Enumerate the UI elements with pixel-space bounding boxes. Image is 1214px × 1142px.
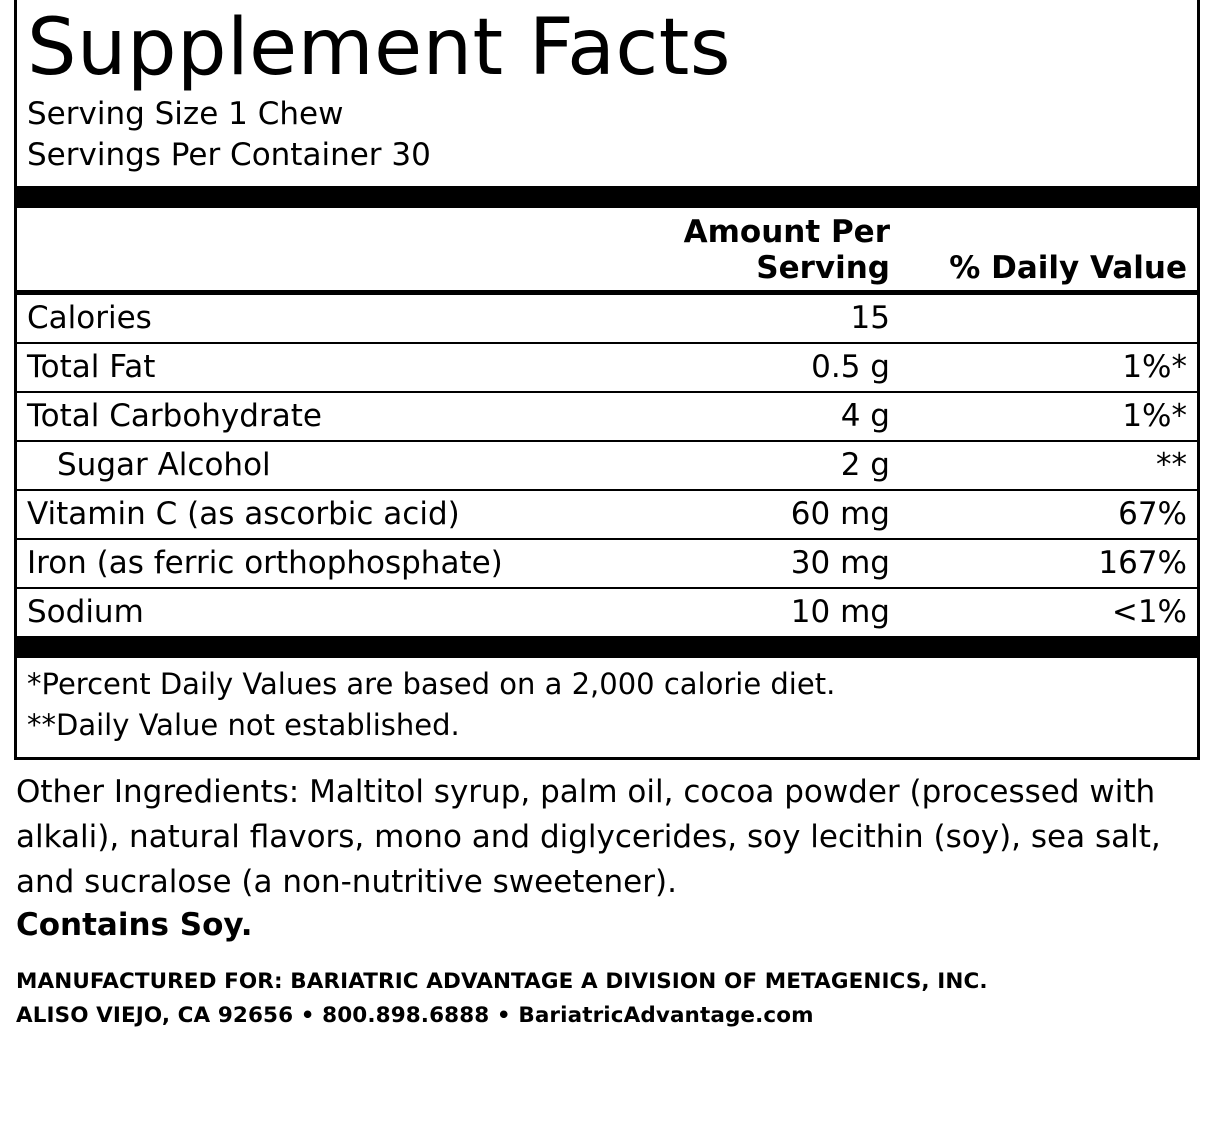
footnote-dv-not-established: **Daily Value not established. bbox=[27, 708, 460, 743]
table-row bbox=[17, 441, 1197, 490]
footnote-percent-daily-value: *Percent Daily Values are based on a 2,000 calorie diet. bbox=[27, 667, 836, 702]
table-header-row bbox=[17, 208, 1197, 293]
nutrient-amount: 15 bbox=[583, 293, 902, 344]
top-thick-rule bbox=[17, 186, 1197, 208]
header-nutrient bbox=[17, 208, 583, 293]
table-row bbox=[17, 343, 1197, 392]
nutrient-name: Sodium bbox=[27, 594, 144, 631]
table-row bbox=[17, 392, 1197, 441]
nutrient-name: Calories bbox=[17, 293, 583, 344]
footnotes bbox=[17, 658, 1197, 759]
nutrient-amount: 0.5 g bbox=[583, 343, 902, 392]
nutrition-table bbox=[17, 208, 1197, 636]
nutrient-name: Vitamin C (as ascorbic acid) bbox=[17, 490, 583, 539]
table-row bbox=[17, 293, 1197, 344]
manufacturer-line-2: ALISO VIEJO, CA 92656 • 800.898.6888 • BariatricAdvantage.com bbox=[16, 1002, 814, 1028]
nutrient-dv: <1% bbox=[1111, 594, 1187, 631]
table-row bbox=[17, 588, 1197, 636]
header-daily-value: % Daily Value bbox=[902, 208, 1197, 293]
nutrient-dv: 67% bbox=[902, 490, 1197, 539]
nutrient-amount: 2 g bbox=[583, 441, 902, 490]
table-row bbox=[17, 490, 1197, 539]
nutrient-name: Sugar Alcohol bbox=[17, 441, 583, 490]
servings-per-container: Servings Per Container 30 bbox=[27, 137, 431, 174]
panel-title: Supplement Facts bbox=[27, 3, 732, 93]
nutrient-amount: 4 g bbox=[583, 392, 902, 441]
manufacturer-info bbox=[14, 943, 1200, 1032]
nutrient-amount: 60 mg bbox=[583, 490, 902, 539]
manufacturer-line-1: MANUFACTURED FOR: BARIATRIC ADVANTAGE A DIVISION OF METAGENICS, INC. bbox=[16, 969, 988, 995]
table-row bbox=[17, 539, 1197, 588]
other-ingredients: Other Ingredients: Maltitol syrup, palm oil, cocoa powder (processed with alkali), natural flavors, mono and diglycerides, soy lecithin (soy), sea salt, and sucralose (a non-nutritive sweetener). bbox=[16, 773, 1161, 901]
nutrient-dv: ** bbox=[902, 441, 1197, 490]
nutrient-name: Total Carbohydrate bbox=[17, 392, 583, 441]
nutrient-dv: 1%* bbox=[902, 392, 1197, 441]
serving-size: Serving Size 1 Chew bbox=[27, 96, 344, 133]
header-amount-per-serving: Amount Per Serving bbox=[583, 208, 902, 293]
nutrient-dv bbox=[902, 293, 1197, 344]
nutrient-name: Iron (as ferric orthophosphate) bbox=[17, 539, 583, 588]
nutrient-dv: 167% bbox=[902, 539, 1197, 588]
facts-box bbox=[14, 0, 1200, 760]
nutrient-amount: 10 mg bbox=[790, 594, 890, 631]
nutrient-name: Total Fat bbox=[17, 343, 583, 392]
nutrient-dv: 1%* bbox=[902, 343, 1197, 392]
bottom-thick-rule bbox=[17, 636, 1197, 658]
nutrient-amount: 30 mg bbox=[583, 539, 902, 588]
allergen-statement: Contains Soy. bbox=[16, 907, 253, 944]
